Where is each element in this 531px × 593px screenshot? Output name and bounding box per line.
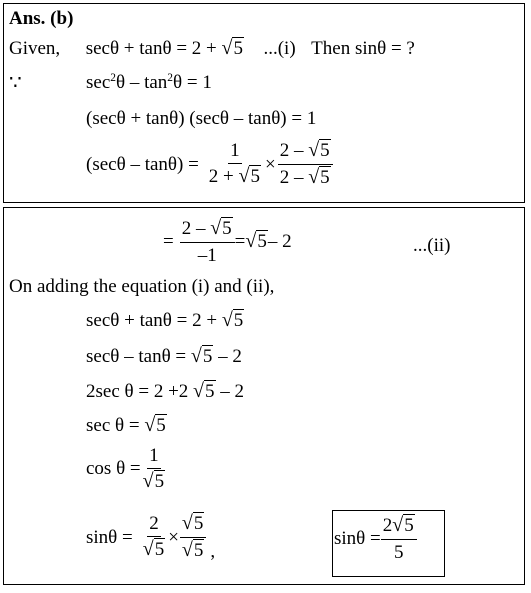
final-answer: sinθ = $\frac{2√5}{5}$ xyxy=(334,516,417,562)
adding-statement: On adding the equation (i) and (ii), xyxy=(9,276,275,297)
given-equation-lhs: secθ + tanθ = 2 + xyxy=(85,38,222,59)
fraction-2sqrt5-over-5: $\frac{2√5}{5}$ xyxy=(381,516,417,562)
sqrt-5: √5 xyxy=(221,37,243,59)
sum-line-3: 2sec θ = 2 +2 √5 – 2 xyxy=(86,380,244,402)
fraction-2-over-sqrt5: $\frac{2}{√5}$ xyxy=(142,513,165,561)
difference-lhs: (secθ – tanθ) = xyxy=(86,153,199,175)
equation-tag-i: ...(i) xyxy=(263,38,296,59)
fraction-sqrt5-over-sqrt5: $\frac{√5}{√5}$ xyxy=(180,514,206,561)
difference-line xyxy=(86,141,333,188)
fraction-1-over-2-plus-sqrt5: $\frac{1}{2 + √5}$ xyxy=(208,140,260,188)
sin-derivation-line: sinθ = $\frac{2}{√5}$ × $\frac{√5}{√5}$ , xyxy=(86,512,216,562)
cos-result-line: cos θ = $\frac{1}{√5}$ xyxy=(86,446,167,492)
sec-result-line: sec θ = √5 xyxy=(86,414,166,436)
times-sign: × xyxy=(264,153,276,175)
given-word: Given, xyxy=(9,38,61,59)
then-question: Then sinθ = ? xyxy=(311,38,415,59)
answer-heading: Ans. (b) xyxy=(9,8,74,29)
equation-tag-ii: ...(ii) xyxy=(413,235,451,256)
fraction-conjugate: $\frac{2 - √5}{2 - √5}$ xyxy=(278,141,333,188)
sum-line-2: secθ – tanθ = √5 – 2 xyxy=(86,345,242,367)
product-line: (secθ + tanθ) (secθ – tanθ) = 1 xyxy=(86,108,317,129)
fraction-1-over-sqrt5: $\frac{1}{√5}$ xyxy=(142,445,165,492)
because-symbol: ∵ xyxy=(9,72,22,94)
equation-ii-line: = $\frac{2 - √5}{-1}$ = √5 – 2 xyxy=(163,217,292,266)
sum-line-1: secθ + tanθ = 2 + √5 xyxy=(86,309,244,331)
given-line xyxy=(9,39,415,59)
identity-line: $\sec^2\theta - \tan^2\theta = 1$ xyxy=(86,72,212,93)
fraction-eq-ii: $\frac{2 - √5}{-1}$ xyxy=(180,219,235,265)
